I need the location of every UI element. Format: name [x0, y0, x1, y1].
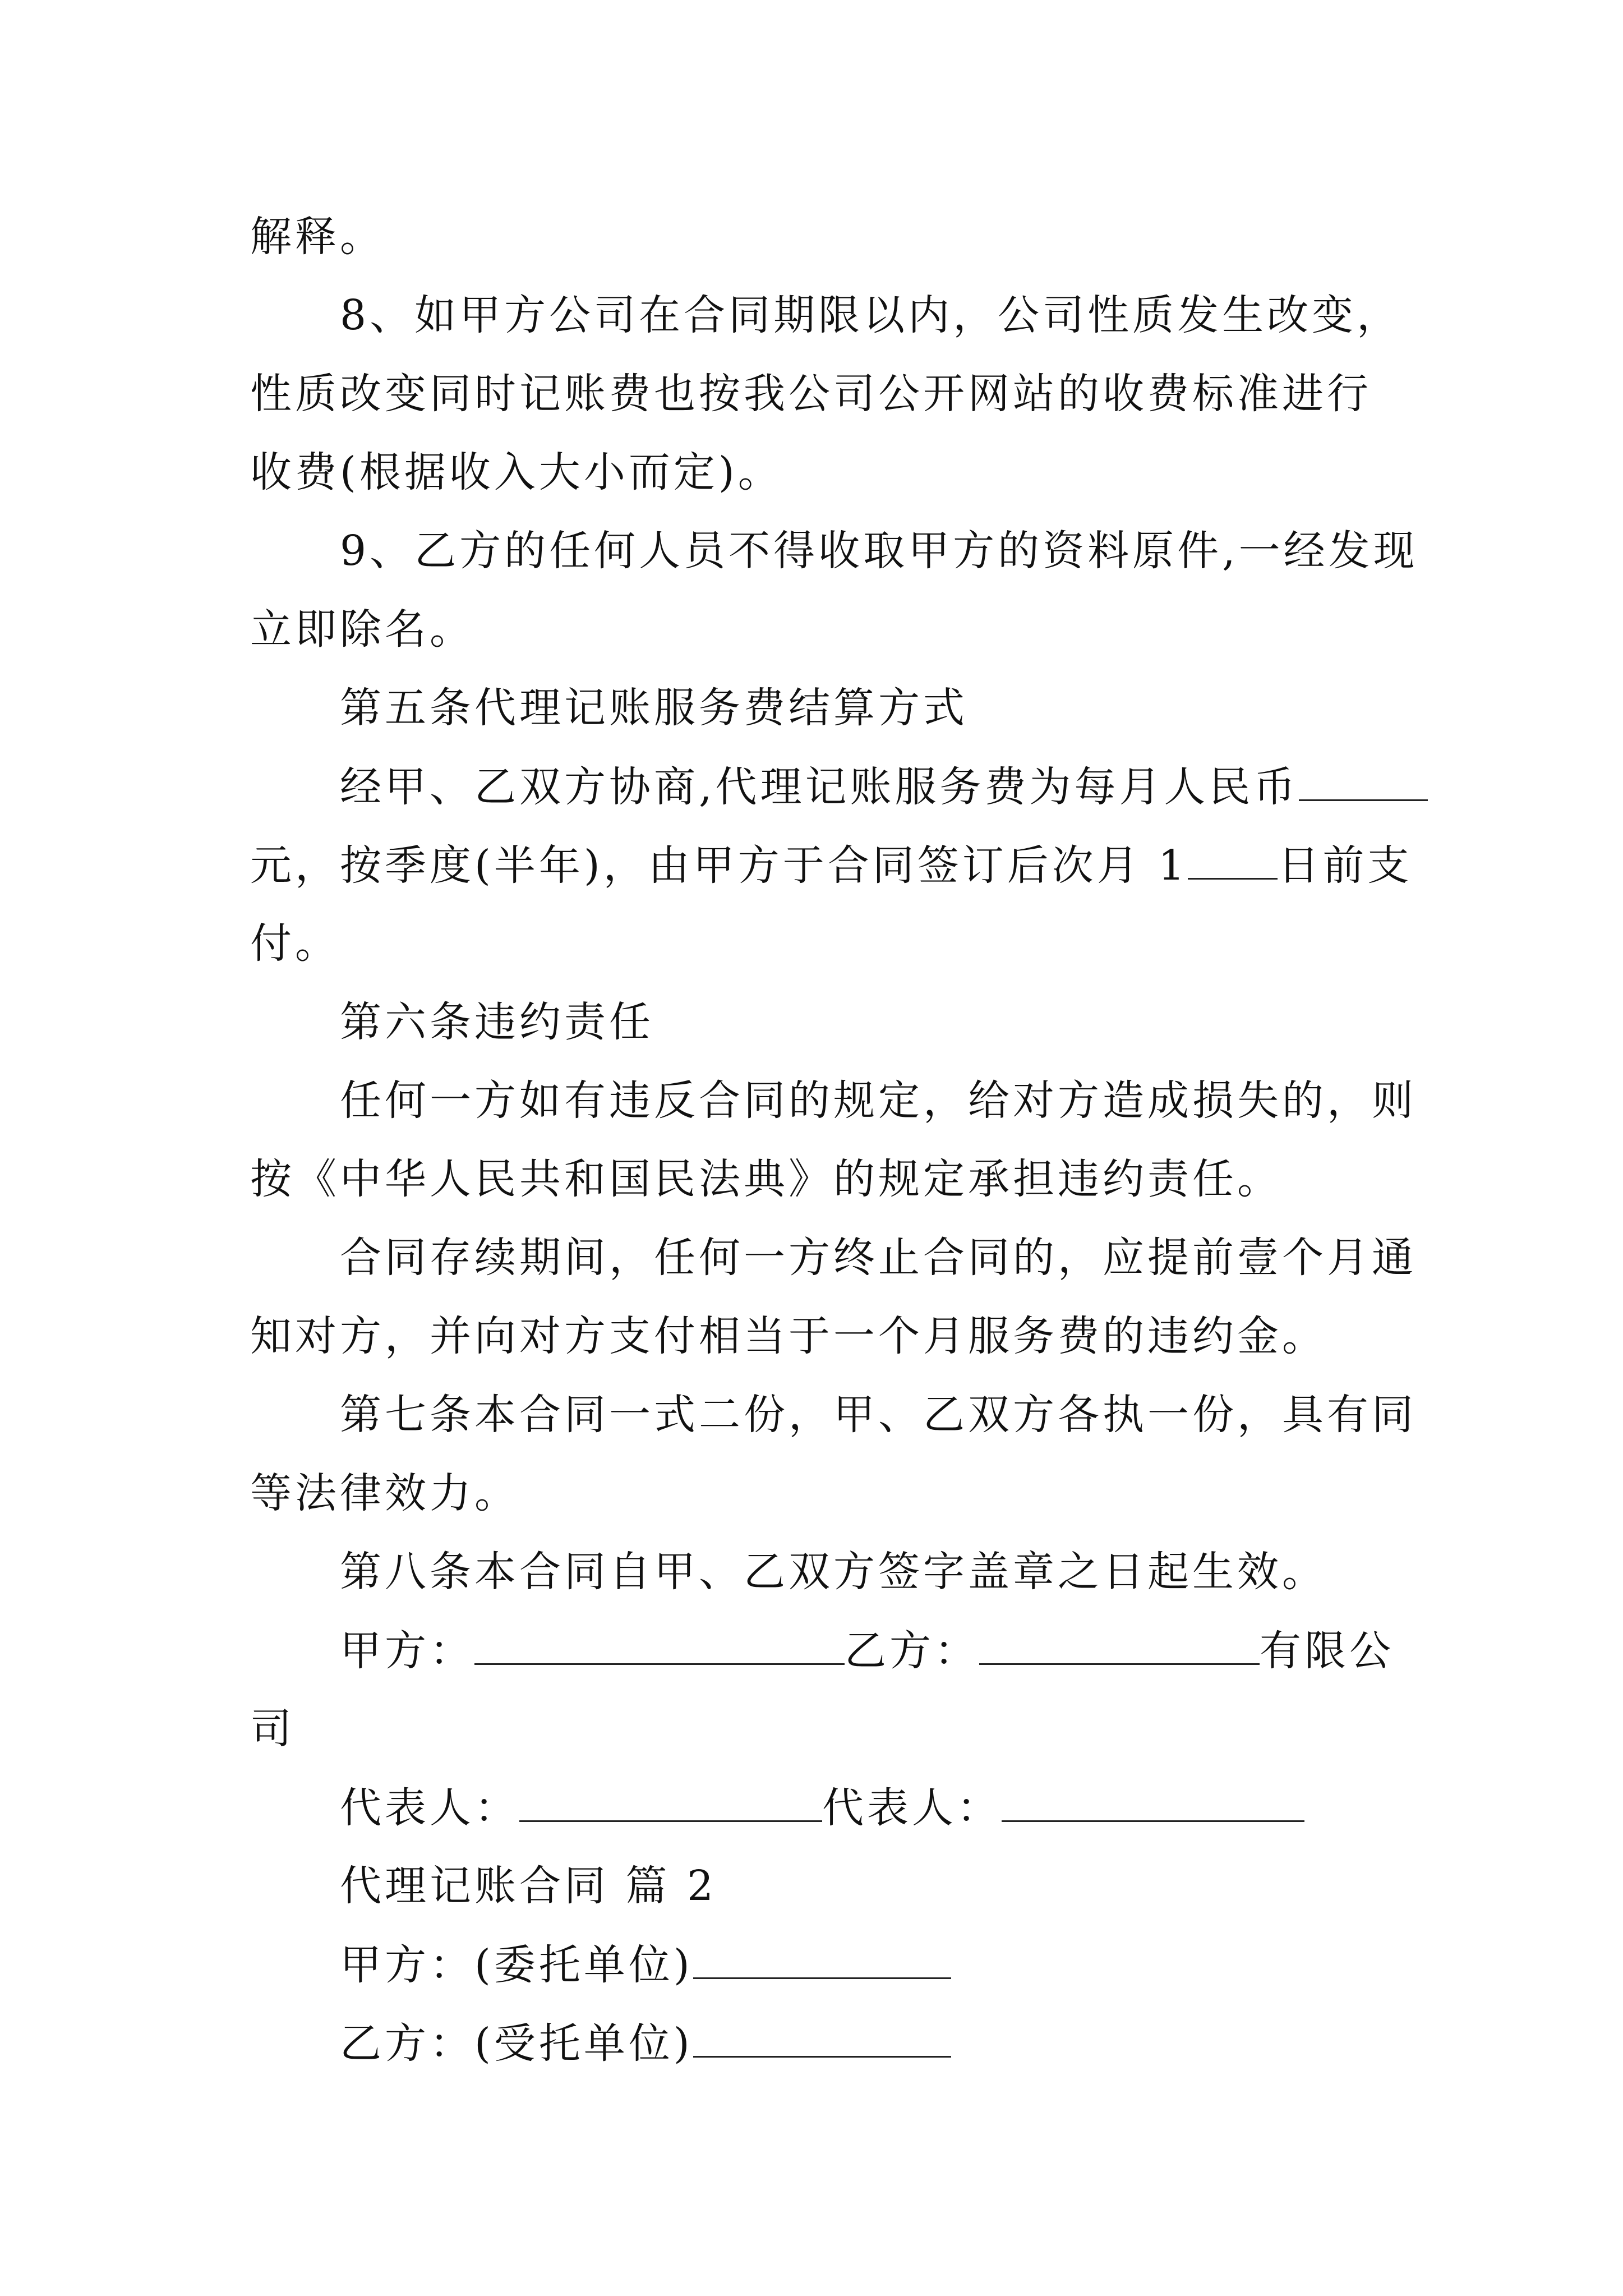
clause-8-line-1: 8、如甲方公司在合同期限以内，公司性质发生改变，	[340, 291, 1402, 339]
representative-a-blank	[519, 1787, 822, 1822]
party-a-entrusting-blank	[693, 1944, 951, 1979]
article-6-para-2-line-2: 知对方，并向对方支付相当于一个月服务费的违约金。	[250, 1312, 1327, 1360]
article-6-para-2-line-1: 合同存续期间，任何一方终止合同的，应提前壹个月通	[340, 1234, 1417, 1282]
article-5-text-line-3: 付。	[250, 919, 340, 968]
article-7-line-1: 第七条本合同一式二份，甲、乙双方各执一份，具有同	[340, 1391, 1417, 1439]
clause-9-line-2: 立即除名。	[250, 605, 474, 654]
contract-2-party-b	[340, 2019, 951, 2068]
party-a-blank	[474, 1630, 845, 1665]
clause-9-line-1: 9、乙方的任何人员不得收取甲方的资料原件,一经发现	[340, 527, 1418, 575]
article-6-para-1-line-2: 按《中华人民共和国民法典》的规定承担违约责任。	[250, 1155, 1282, 1203]
article-5-text: 元，按季度(半年)，由甲方于合同签订后次月 1	[250, 841, 1188, 890]
article-5-text: 经甲、乙双方协商,代理记账服务费为每月人民币	[340, 763, 1299, 811]
article-6-heading: 第六条违约责任	[340, 998, 654, 1046]
party-a-entrusting-label: 甲方：(委托单位)	[340, 1941, 693, 1989]
text-line: 解释。	[250, 213, 385, 261]
fee-amount-blank	[1299, 766, 1428, 801]
payment-day-blank	[1188, 844, 1278, 880]
company-suffix: 有限公	[1260, 1627, 1394, 1675]
article-7-line-2: 等法律效力。	[250, 1469, 519, 1517]
contract-2-title: 代理记账合同 篇 2	[340, 1862, 717, 1910]
company-suffix-wrap: 司	[250, 1705, 295, 1753]
article-8-line: 第八条本合同自甲、乙双方签字盖章之日起生效。	[340, 1548, 1327, 1596]
article-5-text-line-2	[250, 841, 1413, 890]
party-b-entrusted-blank	[693, 2022, 951, 2058]
party-b-label: 乙方：	[845, 1627, 979, 1675]
contract-2-party-a	[340, 1941, 951, 1989]
party-b-blank	[979, 1630, 1260, 1665]
party-b-entrusted-label: 乙方：(受托单位)	[340, 2019, 693, 2068]
representative-a-label: 代表人：	[340, 1784, 519, 1832]
representative-b-blank	[1002, 1787, 1304, 1822]
party-a-label: 甲方：	[340, 1627, 474, 1675]
article-5-heading: 第五条代理记账服务费结算方式	[340, 684, 968, 732]
article-5-text: 日前支	[1278, 841, 1413, 890]
article-6-para-1-line-1: 任何一方如有违反合同的规定，给对方造成损失的，则	[340, 1076, 1417, 1125]
clause-8-line-3: 收费(根据收入大小而定)。	[250, 448, 783, 496]
clause-8-line-2: 性质改变同时记账费也按我公司公开网站的收费标准进行	[250, 370, 1372, 418]
signature-party-line	[340, 1627, 1394, 1675]
representative-line	[340, 1784, 1304, 1832]
representative-b-label: 代表人：	[822, 1784, 1002, 1832]
article-5-text-line-1	[340, 763, 1428, 811]
